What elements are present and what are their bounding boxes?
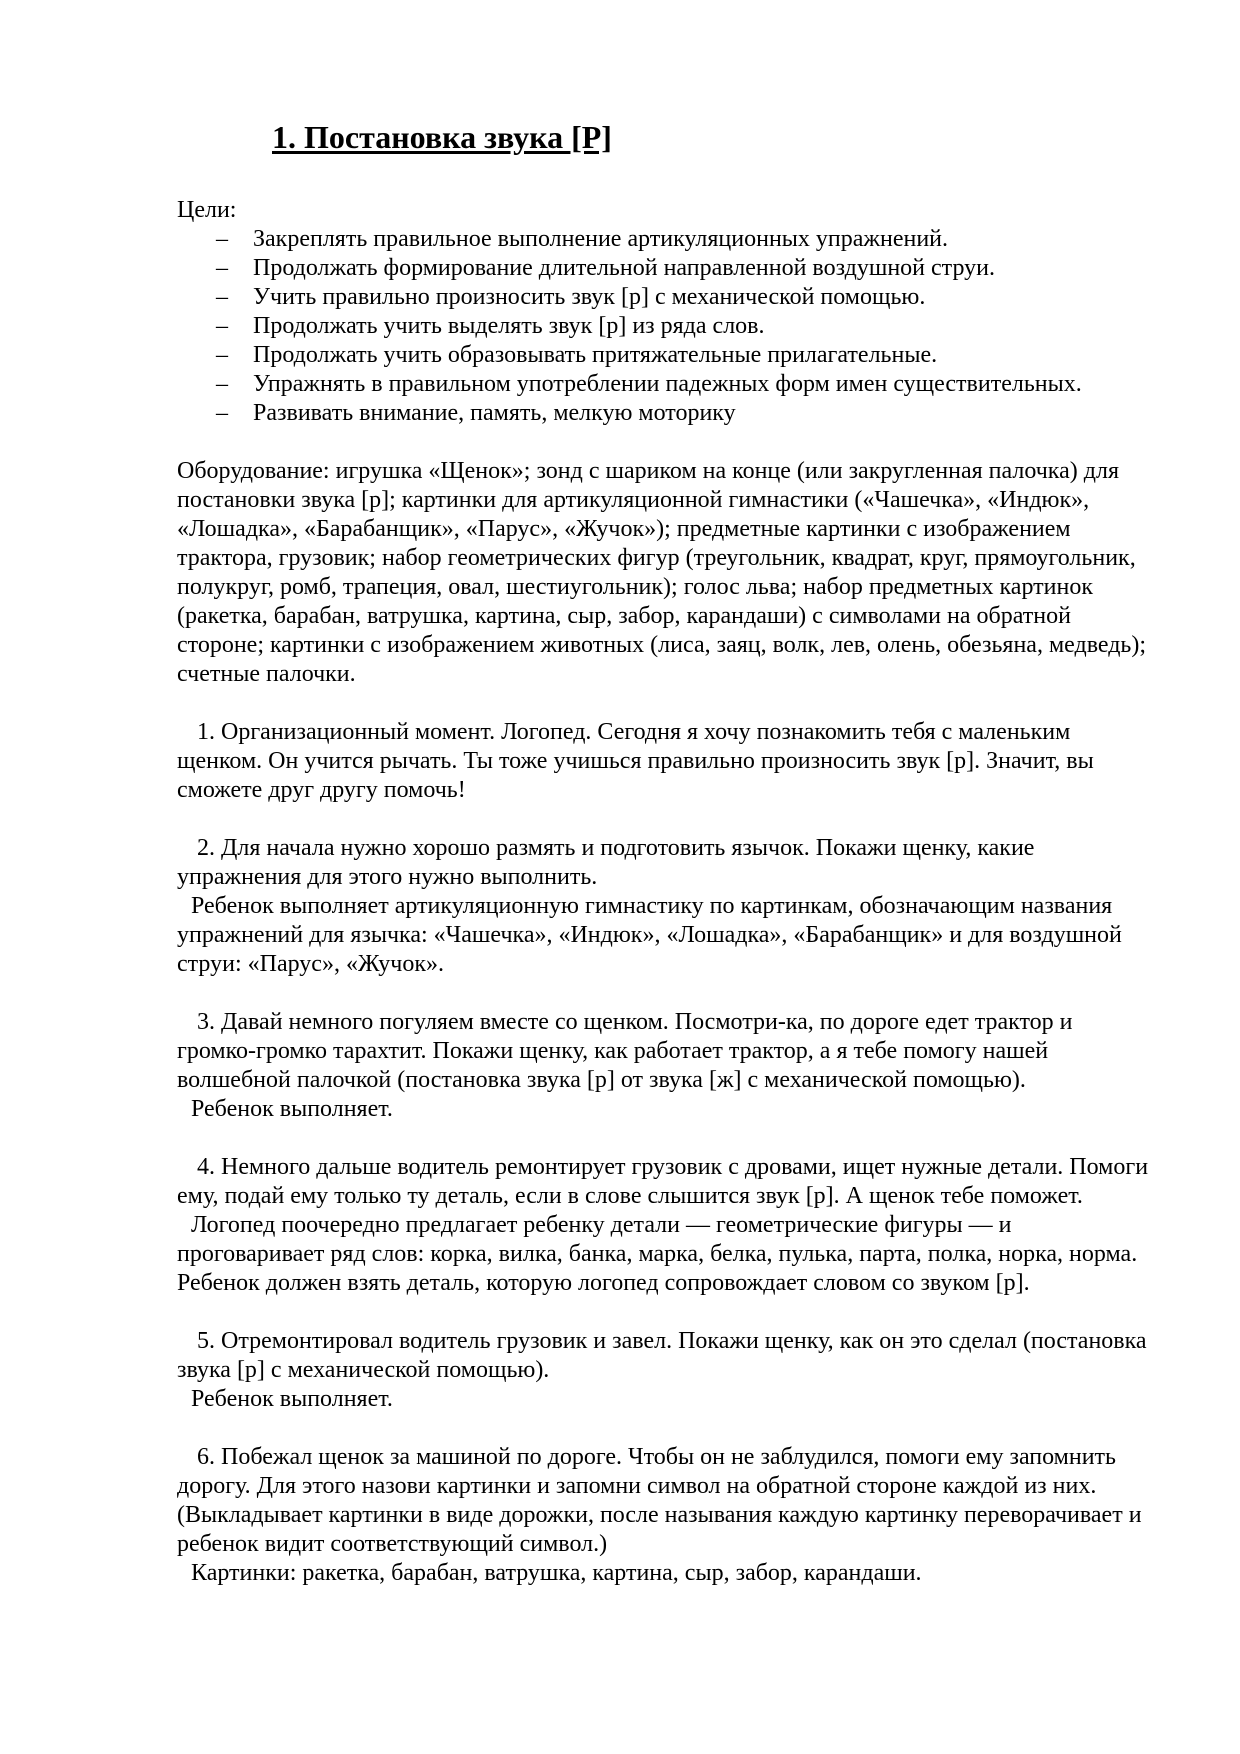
step-2-note: Ребенок выполняет артикуляционную гимнастику по картинкам, обозначающим названия упражнений для язычка: «Чашечка», «Индюк», «Лошадка», «Барабанщик» и для воздушной струи: «Парус», «Жучок». (177, 893, 1122, 977)
step-6-text: 6. Побежал щенок за машиной по дороге. Чтобы он не заблудился, помоги ему запомнить дорогу. Для этого назови картинки и запомни символ на обратной стороне каждой из них. (Выкладывает картинки в виде дорожки, после называния каждую картинку переворачивает и ребенок видит соответствующий символ.) (177, 1444, 1142, 1557)
step-3-note: Ребенок выполняет. (191, 1096, 393, 1122)
dash-bullet: – (216, 313, 228, 339)
step-6-note: Картинки: ракетка, барабан, ватрушка, картина, сыр, забор, карандаши. (191, 1560, 922, 1586)
step-5-note: Ребенок выполняет. (191, 1386, 393, 1412)
dash-bullet: – (216, 342, 228, 368)
step-3-text: 3. Давай немного погуляем вместе со щенком. Посмотри-ка, по дороге едет трактор и громко-громко тарахтит. Покажи щенку, как работает трактор, а я тебе помогу нашей волшебной палочкой (постановка звука [р] от звука [ж] с механической помощью). (177, 1009, 1073, 1093)
goal-text: Продолжать учить образовывать притяжательные прилагательные. (253, 342, 938, 368)
goal-item (177, 341, 1157, 370)
goal-text: Развивать внимание, память, мелкую моторику (253, 400, 736, 426)
page-title: 1. Постановка звука [Р] (272, 119, 612, 155)
step-4-note: Логопед поочередно предлагает ребенку детали — геометрические фигуры — и проговаривает ряд слов: корка, вилка, банка, марка, белка, пулька, парта, полка, норка, норма. Ребенок должен взять деталь, которую логопед сопровождает словом со звуком [р]. (177, 1212, 1138, 1296)
goals-label: Цели: (177, 197, 237, 223)
goals-list (177, 225, 1157, 428)
step-2-text: 2. Для начала нужно хорошо размять и подготовить язычок. Покажи щенку, какие упражнения для этого нужно выполнить. (177, 835, 1035, 890)
equipment-paragraph: Оборудование: игрушка «Щенок»; зонд с шариком на конце (или закругленная палочка) для постановки звука [р]; картинки для артикуляционной гимнастики («Чашечка», «Индюк», «Лошадка», «Барабанщик», «Парус», «Жучок»); предметные картинки с изображением трактора, грузовик; набор геометрических фигур (треугольник, квадрат, круг, прямоугольник, полукруг, ромб, трапеция, овал, шестиугольник); голос льва; набор предметных картинок (ракетка, барабан, ватрушка, картина, сыр, забор, карандаши) с символами на обратной стороне; картинки с изображением животных (лиса, заяц, волк, лев, олень, обезьяна, медведь); счетные палочки. (177, 458, 1147, 687)
dash-bullet: – (216, 226, 228, 252)
step-1-text: 1. Организационный момент. Логопед. Сегодня я хочу познакомить тебя с маленьким щенком. Он учится рычать. Ты тоже учишься правильно произносить звук [р]. Значит, вы сможете друг другу помочь! (177, 719, 1094, 803)
dash-bullet: – (216, 284, 228, 310)
dash-bullet: – (216, 371, 228, 397)
document-body (177, 196, 1157, 1588)
step-4-text: 4. Немного дальше водитель ремонтирует грузовик с дровами, ищет нужные детали. Помоги ему, подай ему только ту деталь, если в слове слышится звук [р]. А щенок тебе поможет. (177, 1154, 1149, 1209)
goal-item (177, 283, 1157, 312)
goal-text: Продолжать формирование длительной направленной воздушной струи. (253, 255, 995, 281)
goal-item (177, 312, 1157, 341)
goal-item (177, 225, 1157, 254)
step-5-text: 5. Отремонтировал водитель грузовик и завел. Покажи щенку, как он это сделал (постановка звука [р] с механической помощью). (177, 1328, 1147, 1383)
goal-text: Закреплять правильное выполнение артикуляционных упражнений. (253, 226, 949, 252)
goal-text: Упражнять в правильном употреблении падежных форм имен существительных. (253, 371, 1082, 397)
dash-bullet: – (216, 255, 228, 281)
goal-item (177, 254, 1157, 283)
goal-item (177, 370, 1157, 399)
dash-bullet: – (216, 400, 228, 426)
goal-text: Учить правильно произносить звук [р] с механической помощью. (253, 284, 926, 310)
goal-item (177, 399, 1157, 428)
goal-text: Продолжать учить выделять звук [р] из ряда слов. (253, 313, 765, 339)
